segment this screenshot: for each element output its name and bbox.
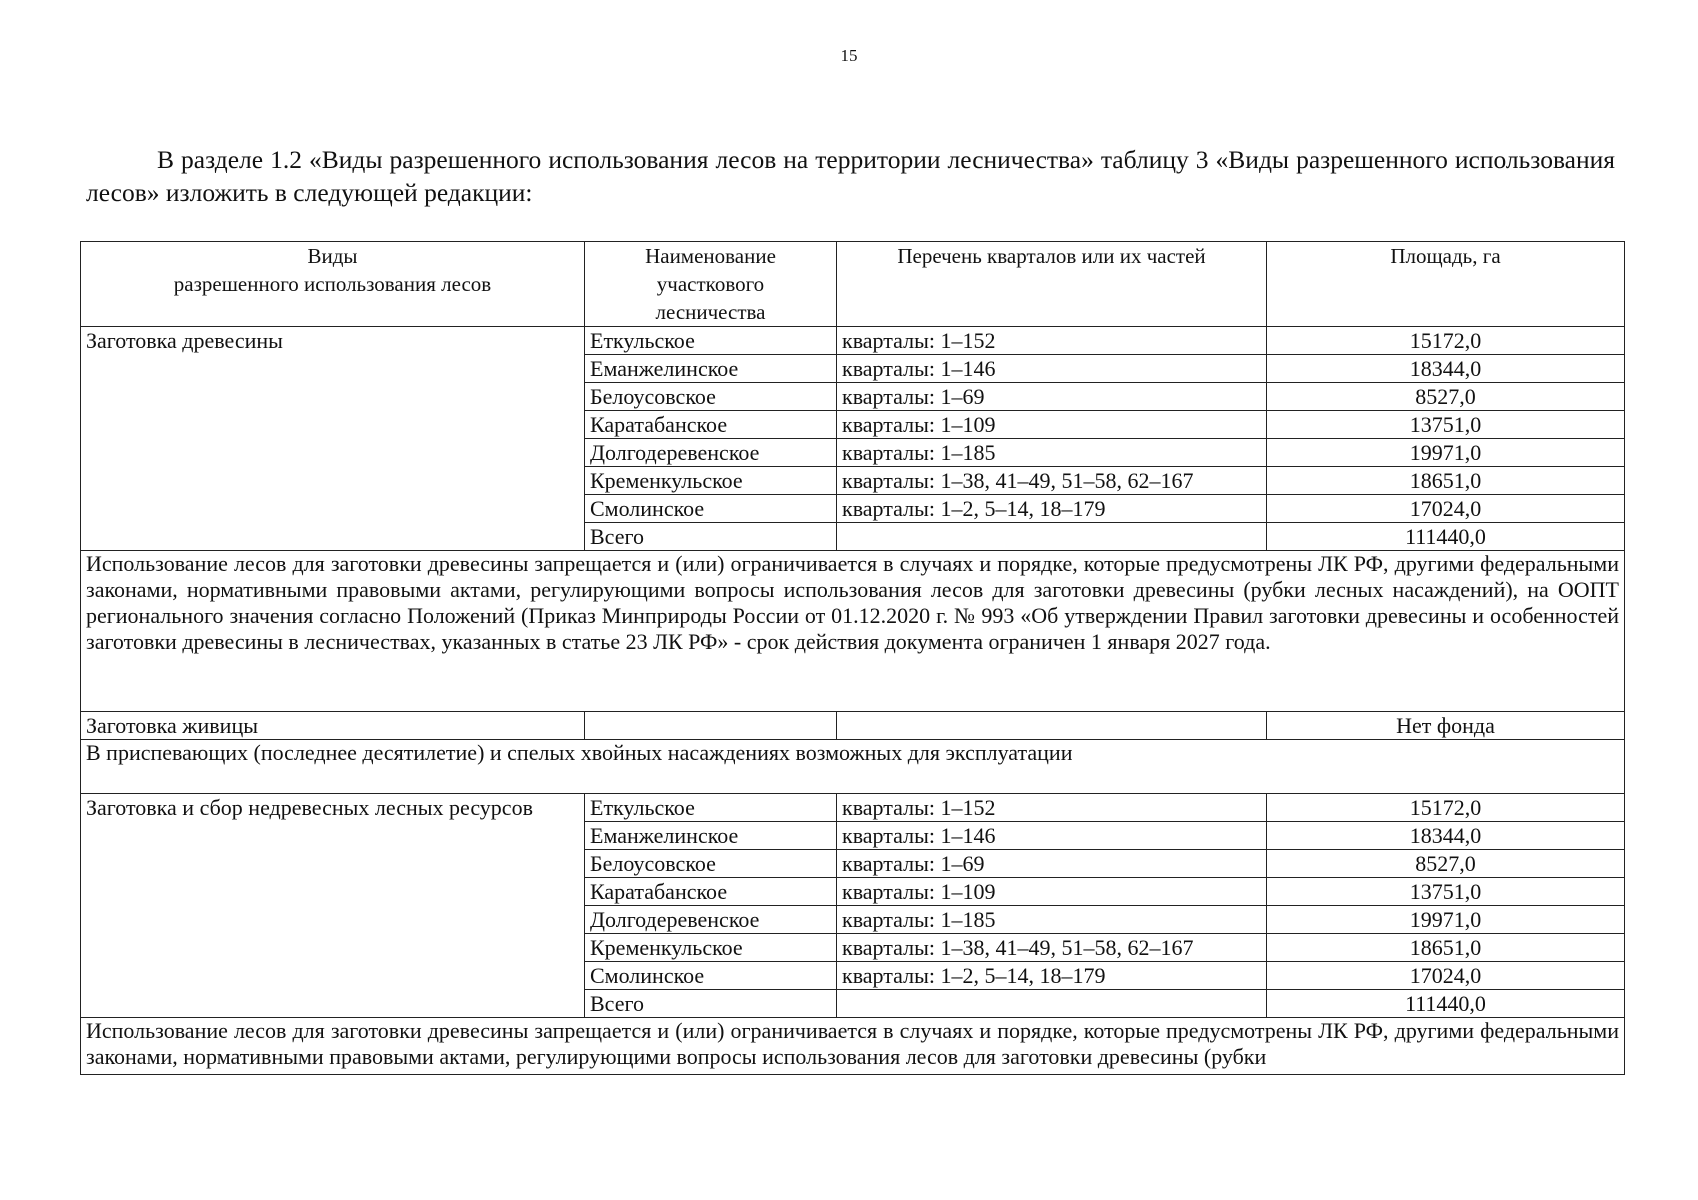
header-quarters: Перечень кварталов или их частей (837, 242, 1267, 327)
area-cell: 18344,0 (1267, 822, 1625, 850)
group-timber (81, 327, 1625, 712)
quarters-cell: кварталы: 1–38, 41–49, 51–58, 62–167 (837, 467, 1267, 495)
quarters-cell: кварталы: 1–146 (837, 822, 1267, 850)
forestry-name-cell (585, 712, 837, 740)
use-type-cell: Заготовка древесины (81, 327, 585, 551)
quarters-cell: кварталы: 1–185 (837, 439, 1267, 467)
forestry-name-cell: Еманжелинское (585, 822, 837, 850)
table-row (81, 794, 1625, 822)
table-row (81, 327, 1625, 355)
quarters-cell: кварталы: 1–152 (837, 794, 1267, 822)
forestry-name-cell: Кременкульское (585, 934, 837, 962)
area-cell: 18344,0 (1267, 355, 1625, 383)
forestry-name-cell: Смолинское (585, 495, 837, 523)
forestry-name-cell: Каратабанское (585, 878, 837, 906)
quarters-cell (837, 990, 1267, 1018)
area-cell: 15172,0 (1267, 794, 1625, 822)
quarters-cell: кварталы: 1–109 (837, 411, 1267, 439)
header-forestry-name-text: Наименование участкового лесничества (645, 244, 776, 324)
quarters-cell: кварталы: 1–2, 5–14, 18–179 (837, 495, 1267, 523)
forestry-name-cell: Долгодеревенское (585, 439, 837, 467)
forestry-name-cell: Еткульское (585, 794, 837, 822)
table-row (81, 712, 1625, 740)
area-cell: 17024,0 (1267, 962, 1625, 990)
header-forestry-name (585, 242, 837, 327)
area-cell: 8527,0 (1267, 383, 1625, 411)
forestry-name-cell: Долгодеревенское (585, 906, 837, 934)
forestry-name-cell: Еманжелинское (585, 355, 837, 383)
quarters-cell: кварталы: 1–109 (837, 878, 1267, 906)
area-cell: 8527,0 (1267, 850, 1625, 878)
note-row (81, 551, 1625, 712)
header-area: Площадь, га (1267, 242, 1625, 327)
page-number: 15 (840, 46, 858, 65)
note-row (81, 740, 1625, 794)
quarters-cell: кварталы: 1–38, 41–49, 51–58, 62–167 (837, 934, 1267, 962)
area-cell: 18651,0 (1267, 467, 1625, 495)
use-type-cell: Заготовка и сбор недревесных лесных ресурсов (81, 794, 585, 1018)
note-row (81, 1018, 1625, 1075)
forestry-name-cell: Смолинское (585, 962, 837, 990)
forestry-name-cell: Белоусовское (585, 383, 837, 411)
area-cell: 18651,0 (1267, 934, 1625, 962)
area-cell: 19971,0 (1267, 906, 1625, 934)
note-cell: В приспевающих (последнее десятилетие) и спелых хвойных насаждениях возможных для эксплуатации (81, 740, 1625, 794)
quarters-cell: кварталы: 1–146 (837, 355, 1267, 383)
area-cell: Нет фонда (1267, 712, 1625, 740)
quarters-cell (837, 712, 1267, 740)
quarters-cell: кварталы: 1–152 (837, 327, 1267, 355)
area-cell: 111440,0 (1267, 523, 1625, 551)
quarters-cell: кварталы: 1–2, 5–14, 18–179 (837, 962, 1267, 990)
group-non-timber (81, 794, 1625, 1075)
forestry-name-cell: Всего (585, 523, 837, 551)
header-use-type (81, 242, 585, 327)
forestry-name-cell: Белоусовское (585, 850, 837, 878)
group-resin (81, 712, 1625, 794)
intro-paragraph: В разделе 1.2 «Виды разрешенного использования лесов на территории лесничества» таблицу 3 «Виды разрешенного использования лесов» изложить в следующей редакции: (86, 145, 1615, 207)
area-cell: 17024,0 (1267, 495, 1625, 523)
forest-use-table (80, 241, 1625, 1075)
forestry-name-cell: Каратабанское (585, 411, 837, 439)
quarters-cell (837, 523, 1267, 551)
area-cell: 13751,0 (1267, 878, 1625, 906)
header-use-type-text: Виды разрешенного использования лесов (173, 244, 492, 296)
use-type-cell: Заготовка живицы (81, 712, 585, 740)
quarters-cell: кварталы: 1–69 (837, 383, 1267, 411)
forestry-name-cell: Еткульское (585, 327, 837, 355)
table-header-row (81, 242, 1625, 327)
quarters-cell: кварталы: 1–69 (837, 850, 1267, 878)
note-cell: Использование лесов для заготовки древесины запрещается и (или) ограничивается в случаях и порядке, которые предусмотрены ЛК РФ, другими федеральными законами, нормативными правовыми актами, регулирующими вопросы использования лесов для заготовки древесины (рубки лесных насаждений), на ООПТ регионального значения согласно Положений (Приказ Минприроды России от 01.12.2020 г. № 993 «Об утверждении Правил заготовки древесины и особенностей заготовки древесины в лесничествах, указанных в статье 23 ЛК РФ» - срок действия документа ограничен 1 января 2027 года. (81, 551, 1625, 712)
area-cell: 13751,0 (1267, 411, 1625, 439)
forestry-name-cell: Кременкульское (585, 467, 837, 495)
forestry-name-cell: Всего (585, 990, 837, 1018)
note-cell: Использование лесов для заготовки древесины запрещается и (или) ограничивается в случаях и порядке, которые предусмотрены ЛК РФ, другими федеральными законами, нормативными правовыми актами, регулирующими вопросы использования лесов для заготовки древесины (рубки (81, 1018, 1625, 1075)
quarters-cell: кварталы: 1–185 (837, 906, 1267, 934)
area-cell: 19971,0 (1267, 439, 1625, 467)
area-cell: 15172,0 (1267, 327, 1625, 355)
area-cell: 111440,0 (1267, 990, 1625, 1018)
